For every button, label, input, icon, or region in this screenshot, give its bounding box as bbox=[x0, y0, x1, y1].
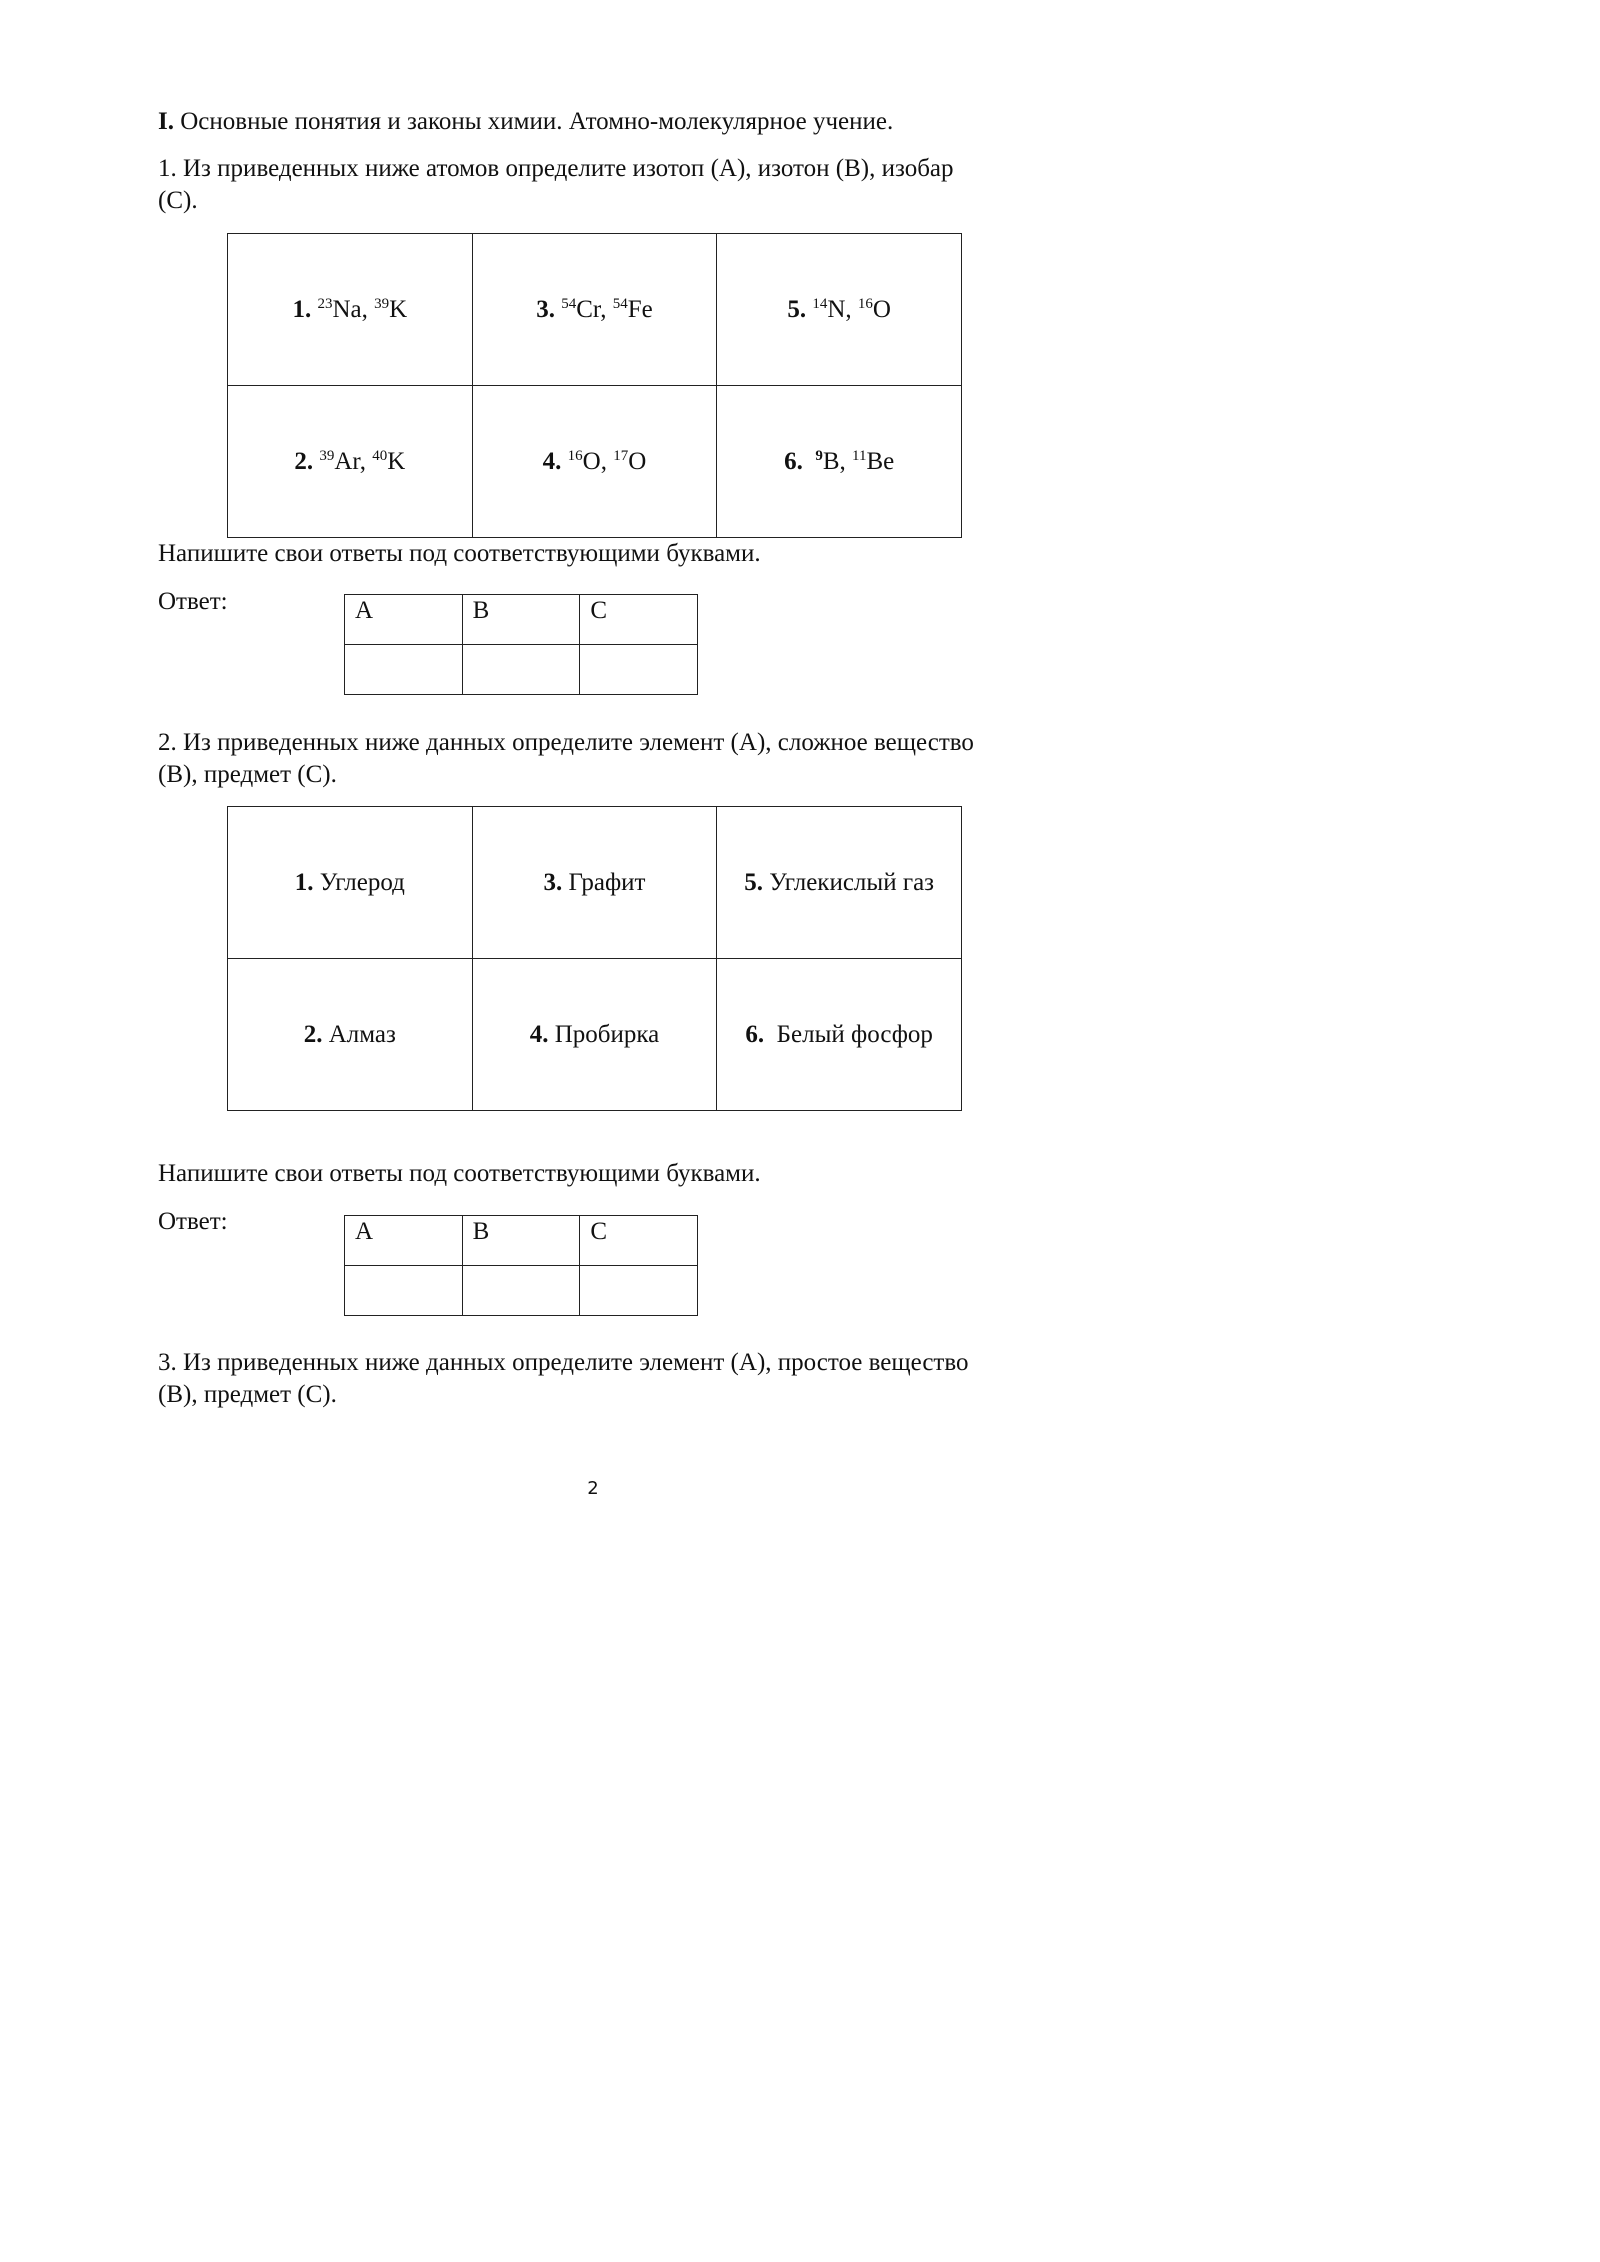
q1-option-6: 6. $^9$B, $^{11}$Be bbox=[717, 386, 962, 538]
q1-answer-cell-c[interactable] bbox=[580, 645, 698, 695]
q1-answer-table bbox=[344, 594, 698, 695]
section-title: Основные понятия и законы химии. Атомно-молекулярное учение. bbox=[173, 108, 894, 135]
q2-answer-header-a: А bbox=[345, 1216, 463, 1266]
q2-option-2: 2. Алмаз bbox=[228, 959, 473, 1111]
q2-option-4: 4. Пробирка bbox=[472, 959, 717, 1111]
q1-answer-label: Ответ: bbox=[158, 588, 228, 615]
q2-options-table bbox=[227, 806, 962, 1111]
q2-answer-table bbox=[344, 1215, 698, 1316]
section-heading bbox=[158, 106, 893, 138]
page-number: 2 bbox=[587, 1478, 599, 1499]
q1-answer-cell-b[interactable] bbox=[462, 645, 580, 695]
q1-text-line1: 1. Из приведенных ниже атомов определите изотоп (А), изотон (В), изобар bbox=[158, 155, 954, 182]
q2-answer-header-c: С bbox=[580, 1216, 698, 1266]
q2-text-line2: (В), предмет (С). bbox=[158, 761, 337, 788]
q1-option-5: 5. $^{14}$N, $^{16}$O bbox=[717, 234, 962, 386]
q1-option-1: 1. $^{23}$Na, $^{39}$K bbox=[228, 234, 473, 386]
q2-answer-cell-b[interactable] bbox=[462, 1266, 580, 1316]
q2-answer-header-b: В bbox=[462, 1216, 580, 1266]
q1-answer-header-a: А bbox=[345, 595, 463, 645]
q3-text-line2: (В), предмет (С). bbox=[158, 1381, 337, 1408]
q1-answer-header-c: С bbox=[580, 595, 698, 645]
q2-answer-cell-a[interactable] bbox=[345, 1266, 463, 1316]
q1-text-line2: (С). bbox=[158, 187, 198, 214]
q2-option-5: 5. Углекислый газ bbox=[717, 807, 962, 959]
q2-option-6: 6. Белый фосфор bbox=[717, 959, 962, 1111]
q2-answer-label: Ответ: bbox=[158, 1208, 228, 1235]
q2-option-3: 3. Графит bbox=[472, 807, 717, 959]
q2-text-line1: 2. Из приведенных ниже данных определите элемент (А), сложное вещество bbox=[158, 729, 974, 756]
q1-answer-header-b: В bbox=[462, 595, 580, 645]
q1-answer-cell-a[interactable] bbox=[345, 645, 463, 695]
q1-option-4: 4. $^{16}$O, $^{17}$O bbox=[472, 386, 717, 538]
q1-option-3: 3. $^{54}$Cr, $^{54}$Fe bbox=[472, 234, 717, 386]
q1-option-2: 2. $^{39}$Ar, $^{40}$K bbox=[228, 386, 473, 538]
q2-instruction: Напишите свои ответы под соответствующими буквами. bbox=[158, 1160, 761, 1187]
q2-answer-cell-c[interactable] bbox=[580, 1266, 698, 1316]
q1-instruction: Напишите свои ответы под соответствующими буквами. bbox=[158, 540, 761, 567]
q2-option-1: 1. Углерод bbox=[228, 807, 473, 959]
section-number: I. bbox=[158, 108, 174, 135]
q3-text-line1: 3. Из приведенных ниже данных определите элемент (А), простое вещество bbox=[158, 1349, 969, 1376]
q1-options-table bbox=[227, 233, 962, 538]
